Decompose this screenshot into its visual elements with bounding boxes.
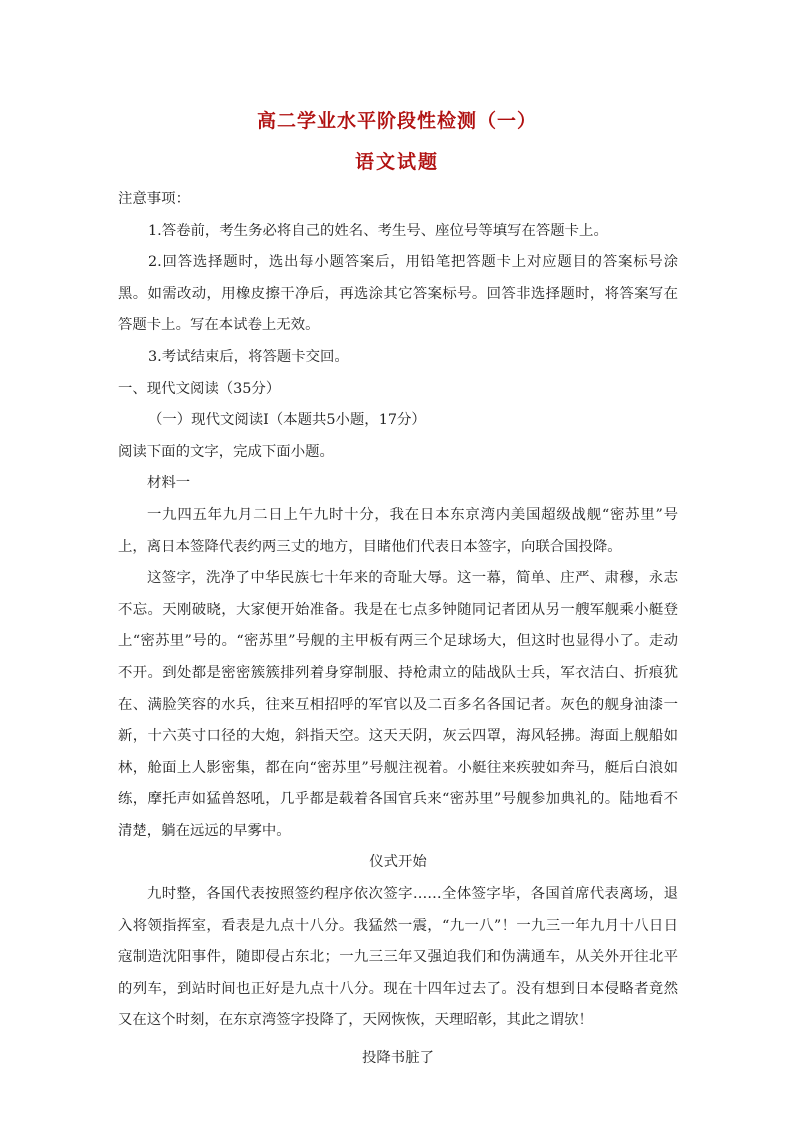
note-item-2: 2.回答选择题时，选出每小题答案后，用铅笔把答题卡上对应题目的答案标号涂黑。如需改动，用橡皮擦干净后，再选涂其它答案标号。回答非选择题时，将答案写在答题卡上。写在本试卷上无效。 [118, 254, 678, 334]
page-subtitle: 语文试题 [354, 151, 439, 173]
section-subheading: （一）现代文阅读Ⅰ（本题共5小题，17分） [148, 412, 426, 429]
passage-paragraph-1: 一九四五年九月二日上午九时十分，我在日本东京湾内美国超级战舰“密苏里”号上，离日本签降代表约两三丈的地方，目睹他们代表日本签字，向联合国投降。 [118, 506, 678, 555]
exam-body [118, 184, 678, 1075]
passage-paragraph-3: 九时整，各国代表按照签约程序依次签字……全体签字毕，各国首席代表离场，退入将领指挥室，看表是九点十八分。我猛然一震，“九一八”！一九三一年九月十八日日寇制造沈阳事件，随即侵占东北；一九三三年又强迫我们和伪满通车，从关外开往北平的列车，到站时间也正好是九点十八分。现在十四年过去了。没有想到日本侵略者竟然又在这个时刻，在东京湾签字投降了，天网恢恢，天理昭彰，其此之谓欤！ [118, 886, 678, 1029]
page-title: 高二学业水平阶段性检测（一） [256, 110, 537, 132]
note-item-1: 1.答卷前，考生务必将自己的姓名、考生号、座位号等填写在答题卡上。 [148, 222, 608, 239]
passage-paragraph-2: 这签字，洗净了中华民族七十年来的奇耻大辱。这一幕，简单、庄严、肃穆，永志不忘。天刚破晓，大家便开始准备。我是在七点多钟随同记者团从另一艘军舰乘小艇登上“密苏里”号的。“密苏里”号舰的主甲板有两三个足球场大，但这时也显得小了。走动不开。到处都是密密簇簇排列着身穿制服、持枪肃立的陆战队士兵，军衣洁白、折痕犹在、满脸笑容的水兵，往来互相招呼的军官以及二百多名各国记者。灰色的舰身油漆一新，十六英寸口径的大炮，斜指天空。这天天阴，灰云四罩，海风轻拂。海面上舰船如林，舱面上人影密集，都在向“密苏里”号舰注视着。小艇往来疾驶如奔马，艇后白浪如练，摩托声如猛兽怒吼，几乎都是载着各国官兵来“密苏里”号舰参加典礼的。陆地看不清楚，躺在远远的早雾中。 [118, 570, 678, 839]
notes-label: 注意事项： [118, 191, 190, 207]
reading-instruction: 阅读下面的文字，完成下面小题。 [118, 443, 334, 460]
note-item-3: 3.考试结束后，将答题卡交回。 [148, 348, 349, 365]
material-label: 材料一 [147, 475, 191, 492]
passage-heading-surrender: 投降书脏了 [362, 1050, 434, 1067]
section-heading: 一、现代文阅读（35分） [118, 380, 281, 397]
passage-heading-ceremony: 仪式开始 [369, 854, 427, 871]
